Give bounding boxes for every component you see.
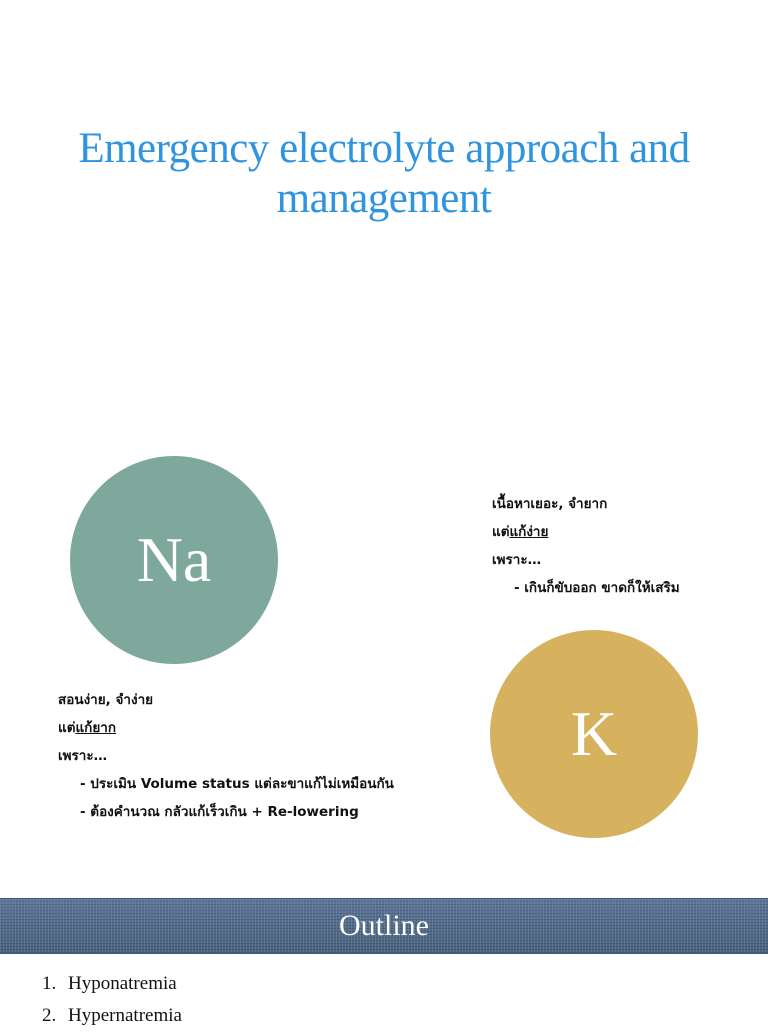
outline-item — [42, 968, 182, 1000]
outline-banner — [0, 898, 768, 954]
outline-list — [42, 968, 182, 1032]
na-label: Na — [136, 524, 212, 595]
na-note-line-2 — [58, 714, 394, 742]
k-note — [492, 490, 680, 602]
na-note-line-1: สอนง่าย, จำง่าย — [58, 692, 154, 708]
outline-heading: Outline — [339, 909, 429, 942]
page-title — [0, 124, 768, 224]
na-note-prefix: แต่ — [58, 720, 76, 736]
k-note-underlined: แก้ง่าย — [509, 524, 549, 540]
na-note-line-5: - ต้องคำนวณ กลัวแก้เร็วเกิน + Re-lowering — [80, 804, 359, 820]
na-note-line-4: - ประเมิน Volume status แต่ละขาแก้ไม่เหมือนกัน — [80, 776, 394, 792]
na-note — [58, 686, 394, 826]
outline-item-label: Hyponatremia — [68, 973, 177, 994]
title-line-1: Emergency electrolyte approach and — [78, 125, 690, 172]
outline-item-label: Hypernatremia — [68, 1005, 182, 1026]
title-line-2: management — [276, 175, 492, 222]
k-note-line-3: เพราะ… — [492, 552, 542, 568]
na-circle — [70, 456, 278, 664]
na-note-underlined: แก้ยาก — [75, 720, 117, 736]
k-circle — [490, 630, 698, 838]
k-note-line-1: เนื้อหาเยอะ, จำยาก — [492, 496, 608, 512]
k-note-line-4: - เกินก็ขับออก ขาดก็ให้เสริม — [514, 580, 680, 596]
k-note-prefix: แต่ — [492, 524, 510, 540]
outline-item-number: 1. — [42, 973, 57, 994]
outline-item — [42, 1000, 182, 1032]
k-note-line-2 — [492, 518, 680, 546]
k-label: K — [570, 698, 618, 769]
outline-item-number: 2. — [42, 1005, 57, 1026]
na-note-line-3: เพราะ… — [58, 748, 108, 764]
